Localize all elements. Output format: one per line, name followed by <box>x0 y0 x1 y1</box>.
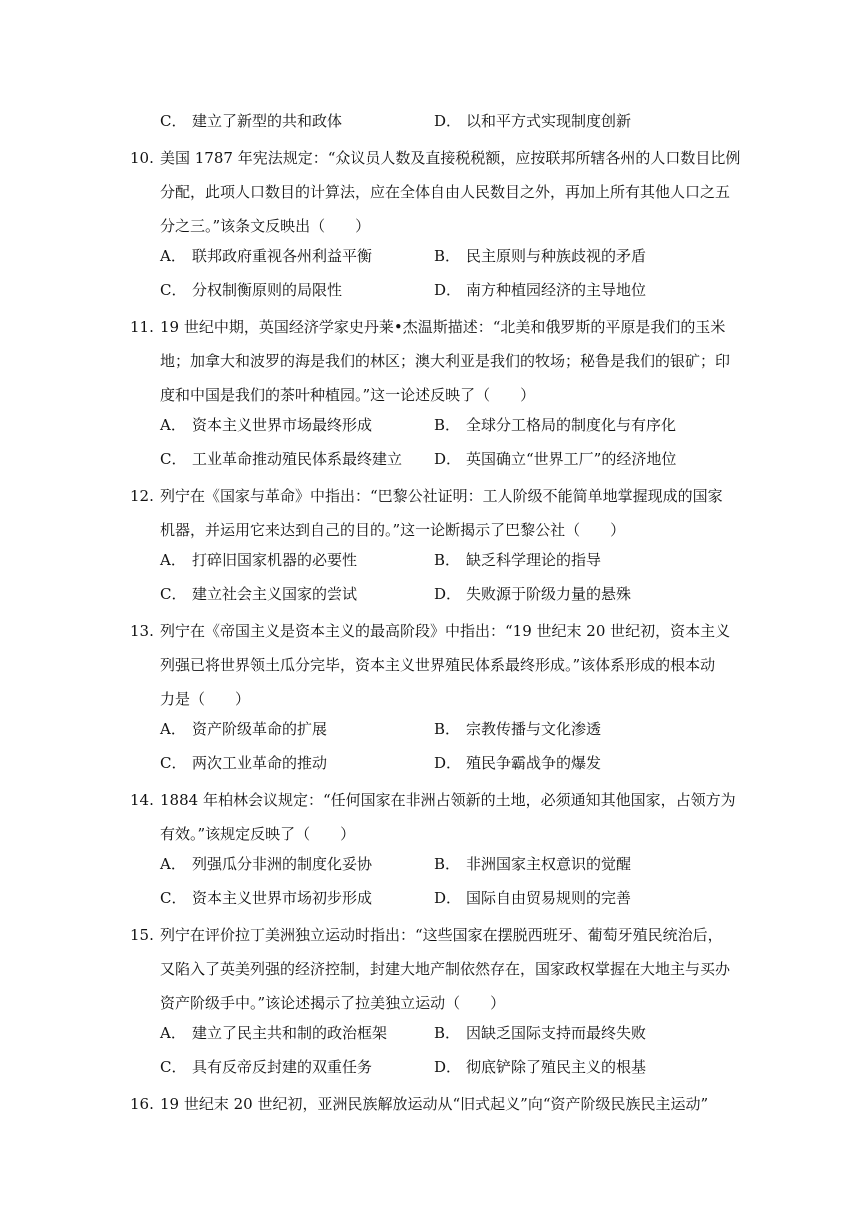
option-text: 资产阶级革命的扩展 <box>192 720 328 738</box>
option-text: 两次工业革命的推动 <box>192 754 328 772</box>
question-11-options-row-1 <box>160 413 740 437</box>
option-text: 联邦政府重视各州利益平衡 <box>192 247 373 265</box>
question-14-options-row-2 <box>160 886 740 910</box>
option-text: 缺乏科学理论的指导 <box>466 551 602 569</box>
question-line: 分之三。”该条文反映出（ ） <box>160 217 371 235</box>
question-number: 11. <box>130 318 154 336</box>
option-a[interactable] <box>160 852 372 876</box>
question-stem: 美国 1787 年宪法规定：“众议员人数及直接税税额，应按联邦所辖各州的人口数目比例 <box>160 149 741 167</box>
question-10 <box>130 141 741 243</box>
option-letter: B． <box>434 1024 461 1042</box>
option-text: 工业革命推动殖民体系最终建立 <box>192 450 403 468</box>
option-text: 打碎旧国家机器的必要性 <box>192 551 358 569</box>
option-d[interactable] <box>434 582 631 606</box>
question-stem: 列宁在《帝国主义是资本主义的最高阶段》中指出：“19 世纪末 20 世纪初，资本主义 <box>160 622 731 640</box>
option-b[interactable] <box>434 413 676 437</box>
option-letter: B． <box>434 720 461 738</box>
option-letter: A． <box>160 551 186 569</box>
question-line: 机器，并运用它来达到自己的目的。”这一论断揭示了巴黎公社（ ） <box>160 521 626 539</box>
question-11 <box>130 310 735 412</box>
question-11-options-row-2 <box>160 447 740 471</box>
option-d[interactable] <box>434 886 631 910</box>
option-text: 国际自由贸易规则的完善 <box>466 889 632 907</box>
option-c[interactable] <box>160 1055 372 1079</box>
question-stem: 19 世纪末 20 世纪初，亚洲民族解放运动从“旧式起义”向“资产阶级民族民主运动” <box>160 1095 709 1113</box>
option-text: 建立了民主共和制的政治框架 <box>192 1024 388 1042</box>
option-b[interactable] <box>434 548 601 572</box>
option-text: 建立社会主义国家的尝试 <box>192 585 358 603</box>
option-c[interactable] <box>160 278 342 302</box>
option-a[interactable] <box>160 244 372 268</box>
question-line: 分配，此项人口数目的计算法，应在全体自由人民数目之外，再加上所有其他人口之五 <box>160 183 731 201</box>
option-text: 分权制衡原则的局限性 <box>192 281 343 299</box>
question-stem: 列宁在评价拉丁美洲独立运动时指出：“这些国家在摆脱西班牙、葡萄牙殖民统治后， <box>160 926 723 944</box>
option-letter: A． <box>160 855 186 873</box>
option-d[interactable] <box>434 1055 646 1079</box>
question-12-options-row-1 <box>160 548 740 572</box>
option-letter: B． <box>434 247 461 265</box>
option-d <box>434 109 631 133</box>
question-line <box>130 310 735 344</box>
question-number: 13. <box>130 622 154 640</box>
option-d[interactable] <box>434 751 601 775</box>
question-line: 又陷入了英美列强的经济控制，封建大地产制依然存在，国家政权掌握在大地主与买办 <box>160 960 731 978</box>
option-letter: C． <box>160 754 187 772</box>
question-number: 15. <box>130 926 154 944</box>
option-text: 资本主义世界市场最终形成 <box>192 416 373 434</box>
question-15-options-row-2 <box>160 1055 740 1079</box>
option-text: 具有反帝反封建的双重任务 <box>192 1058 373 1076</box>
option-b[interactable] <box>434 1021 646 1045</box>
option-letter: D． <box>434 450 462 468</box>
question-number: 12. <box>130 487 154 505</box>
question-number: 16. <box>130 1095 154 1113</box>
option-b[interactable] <box>434 244 646 268</box>
question-14-options-row-1 <box>160 852 740 876</box>
option-text: 全球分工格局的制度化与有序化 <box>466 416 677 434</box>
question-line <box>130 614 735 648</box>
question-line <box>130 783 735 817</box>
option-b[interactable] <box>434 717 601 741</box>
option-letter: D． <box>434 585 462 603</box>
option-c[interactable] <box>160 886 372 910</box>
option-c[interactable] <box>160 751 327 775</box>
option-text: 资本主义世界市场初步形成 <box>192 889 373 907</box>
question-line: 资产阶级手中。”该论述揭示了拉美独立运动（ ） <box>160 994 506 1012</box>
option-text: 建立了新型的共和政体 <box>192 112 343 130</box>
option-text: 非洲国家主权意识的觉醒 <box>466 855 632 873</box>
option-letter: D． <box>434 281 462 299</box>
question-stem: 19 世纪中期，英国经济学家史丹莱•杰温斯描述：“北美和俄罗斯的平原是我们的玉米 <box>160 318 726 336</box>
question-line <box>130 1087 735 1121</box>
question-stem: 列宁在《国家与革命》中指出：“巴黎公社证明：工人阶级不能简单地掌握现成的国家 <box>160 487 723 505</box>
question-12-options-row-2 <box>160 582 740 606</box>
question-12 <box>130 479 735 547</box>
option-letter: B． <box>434 855 461 873</box>
option-a[interactable] <box>160 548 357 572</box>
question-number: 14. <box>130 791 154 809</box>
question-line <box>130 479 735 513</box>
option-letter: A． <box>160 247 186 265</box>
question-13-options-row-1 <box>160 717 740 741</box>
option-letter: D． <box>434 112 462 130</box>
option-text: 彻底铲除了殖民主义的根基 <box>466 1058 647 1076</box>
option-d[interactable] <box>434 278 646 302</box>
option-letter: C． <box>160 585 187 603</box>
option-text: 列强瓜分非洲的制度化妥协 <box>192 855 373 873</box>
option-a[interactable] <box>160 1021 387 1045</box>
option-letter: C． <box>160 450 187 468</box>
question-16 <box>130 1087 735 1121</box>
question-13-options-row-2 <box>160 751 740 775</box>
question-line: 列强已将世界领土瓜分完毕，资本主义世界殖民体系最终形成。”该体系形成的根本动 <box>160 656 716 674</box>
option-letter: C． <box>160 1058 187 1076</box>
option-letter: B． <box>434 551 461 569</box>
option-text: 英国确立“世界工厂”的经济地位 <box>466 450 677 468</box>
option-a[interactable] <box>160 413 372 437</box>
option-text: 宗教传播与文化渗透 <box>466 720 602 738</box>
question-number: 10. <box>130 149 154 167</box>
option-letter: C． <box>160 112 187 130</box>
option-d[interactable] <box>434 447 676 471</box>
question-line <box>130 918 735 952</box>
prev-question-options-row <box>160 109 740 133</box>
option-text: 民主原则与种族歧视的矛盾 <box>466 247 647 265</box>
question-line <box>130 141 741 175</box>
question-10-options-row-1 <box>160 244 740 268</box>
option-text: 南方种植园经济的主导地位 <box>466 281 647 299</box>
option-letter: C． <box>160 281 187 299</box>
question-stem: 1884 年柏林会议规定：“任何国家在非洲占领新的土地，必须通知其他国家，占领方为 <box>160 791 736 809</box>
option-text: 失败源于阶级力量的悬殊 <box>466 585 632 603</box>
option-letter: A． <box>160 416 186 434</box>
option-c <box>160 109 342 133</box>
option-letter: D． <box>434 754 462 772</box>
question-15 <box>130 918 735 1020</box>
question-14 <box>130 783 735 851</box>
question-line: 有效。”该规定反映了（ ） <box>160 825 356 843</box>
option-text: 殖民争霸战争的爆发 <box>466 754 602 772</box>
question-line: 度和中国是我们的茶叶种植园。”这一论述反映了（ ） <box>160 386 536 404</box>
option-letter: A． <box>160 720 186 738</box>
option-c[interactable] <box>160 447 402 471</box>
question-15-options-row-1 <box>160 1021 740 1045</box>
option-letter: B． <box>434 416 461 434</box>
question-line: 力是（ ） <box>160 690 251 708</box>
option-text: 因缺乏国际支持而最终失败 <box>466 1024 647 1042</box>
option-letter: D． <box>434 1058 462 1076</box>
option-letter: C． <box>160 889 187 907</box>
option-b[interactable] <box>434 852 631 876</box>
question-13 <box>130 614 735 716</box>
option-letter: D． <box>434 889 462 907</box>
question-10-options-row-2 <box>160 278 740 302</box>
option-letter: A． <box>160 1024 186 1042</box>
option-c[interactable] <box>160 582 357 606</box>
option-text: 以和平方式实现制度创新 <box>466 112 632 130</box>
option-a[interactable] <box>160 717 327 741</box>
question-line: 地；加拿大和波罗的海是我们的林区；澳大利亚是我们的牧场；秘鲁是我们的银矿；印 <box>160 352 731 370</box>
